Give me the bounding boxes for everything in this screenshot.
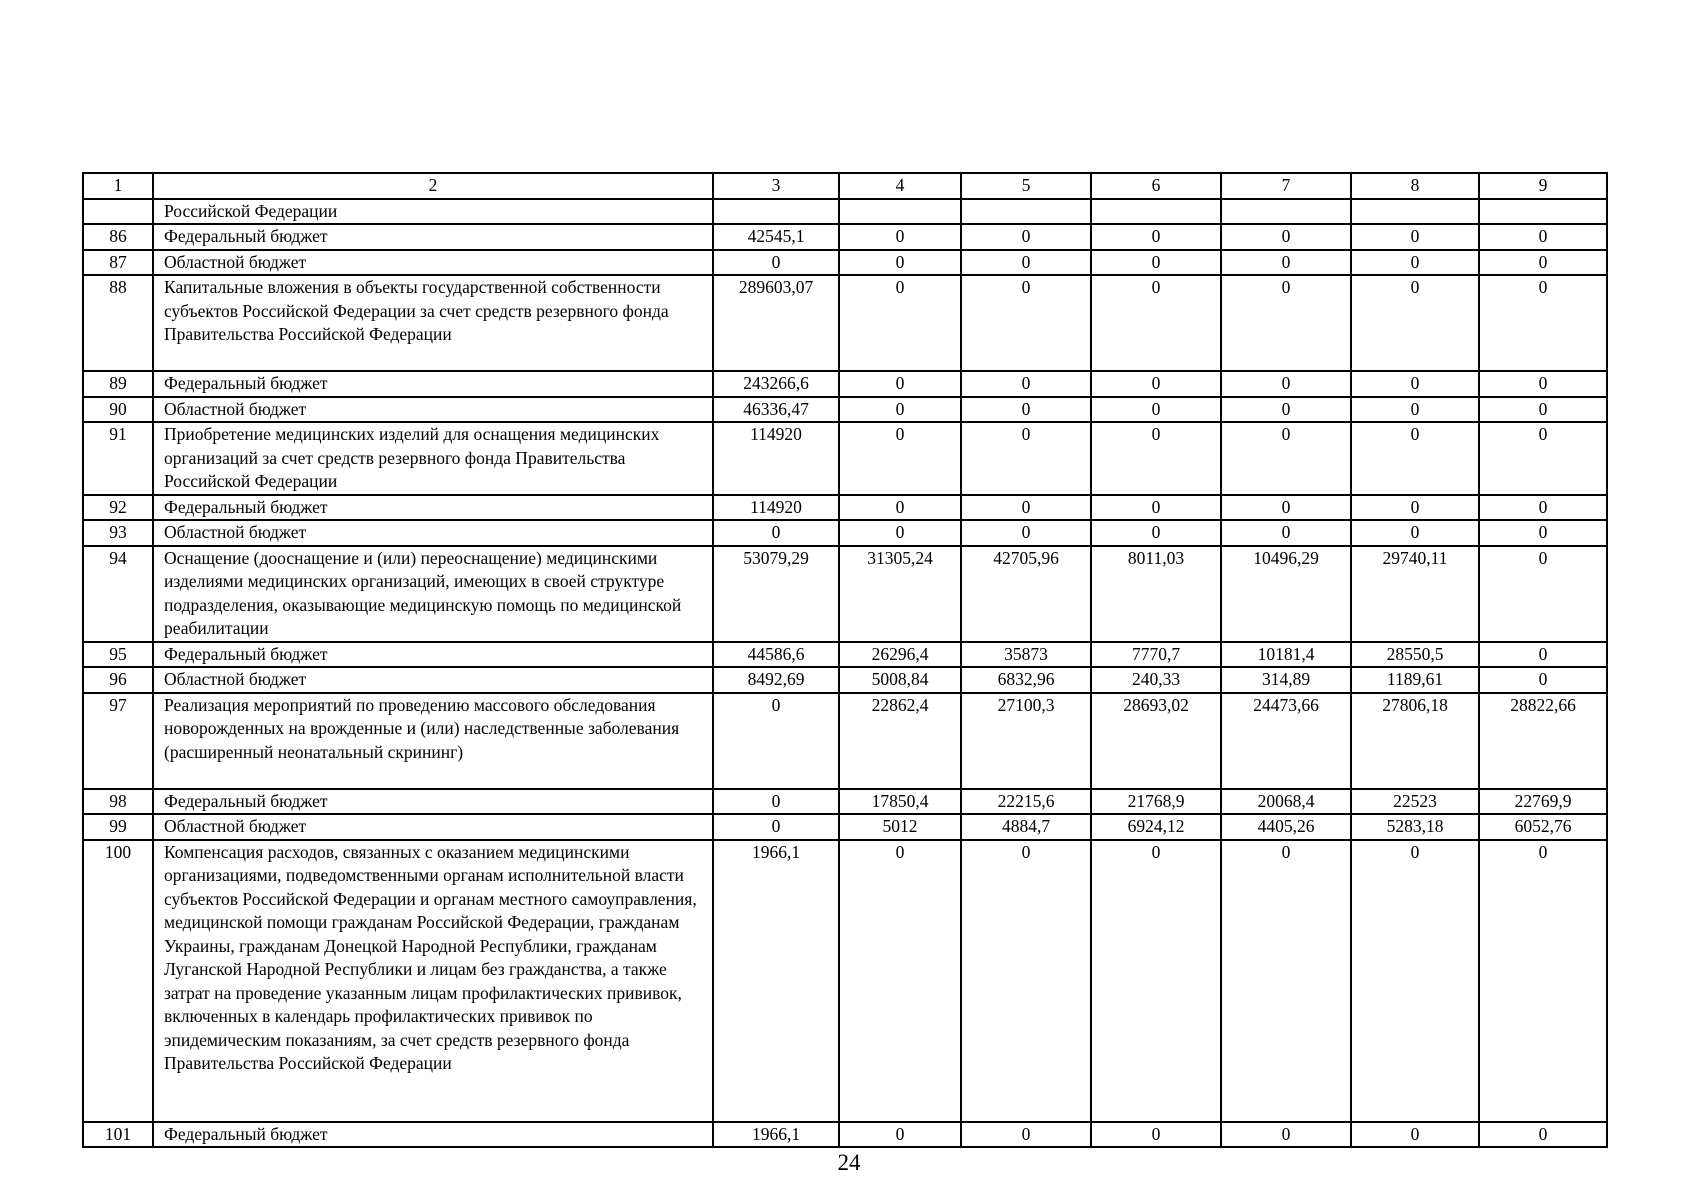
- value-col-8: 0: [1351, 422, 1479, 495]
- value-col-5: 0: [961, 840, 1091, 1122]
- value-col-5: 0: [961, 397, 1091, 423]
- value-col-9: 0: [1479, 840, 1607, 1122]
- value-col-3: 0: [713, 693, 839, 789]
- value-col-6: 0: [1091, 422, 1221, 495]
- row-number: 98: [83, 789, 153, 815]
- value-col-4: 22862,4: [839, 693, 961, 789]
- row-name: Областной бюджет: [153, 397, 713, 423]
- value-col-6: 0: [1091, 397, 1221, 423]
- value-col-9: 0: [1479, 667, 1607, 693]
- row-name: Областной бюджет: [153, 250, 713, 276]
- column-header-8: 8: [1351, 173, 1479, 199]
- value-col-3: 0: [713, 814, 839, 840]
- row-number: 97: [83, 693, 153, 789]
- table-body: [83, 173, 1607, 1147]
- value-col-5: 0: [961, 520, 1091, 546]
- table-row: [83, 1122, 1607, 1148]
- value-col-8: 5283,18: [1351, 814, 1479, 840]
- column-header-2: 2: [153, 173, 713, 199]
- table-row: [83, 422, 1607, 495]
- value-col-3: 46336,47: [713, 397, 839, 423]
- value-col-4: 0: [839, 371, 961, 397]
- table-row: [83, 371, 1607, 397]
- value-col-7: 0: [1221, 520, 1351, 546]
- value-col-8: 0: [1351, 250, 1479, 276]
- row-number: 90: [83, 397, 153, 423]
- value-col-4: 5008,84: [839, 667, 961, 693]
- row-number: 94: [83, 546, 153, 642]
- row-name: Федеральный бюджет: [153, 371, 713, 397]
- value-col-8: 0: [1351, 397, 1479, 423]
- value-col-9: 0: [1479, 642, 1607, 668]
- value-col-6: 240,33: [1091, 667, 1221, 693]
- row-name: Областной бюджет: [153, 814, 713, 840]
- value-col-9: 0: [1479, 371, 1607, 397]
- value-col-3: [713, 199, 839, 225]
- value-col-5: 0: [961, 250, 1091, 276]
- row-number: 87: [83, 250, 153, 276]
- value-col-4: 31305,24: [839, 546, 961, 642]
- table-row: [83, 693, 1607, 789]
- row-name: Федеральный бюджет: [153, 642, 713, 668]
- value-col-7: 0: [1221, 397, 1351, 423]
- value-col-4: 0: [839, 275, 961, 371]
- table-row: [83, 642, 1607, 668]
- value-col-8: 0: [1351, 840, 1479, 1122]
- row-number: 91: [83, 422, 153, 495]
- value-col-6: 6924,12: [1091, 814, 1221, 840]
- value-col-7: 0: [1221, 275, 1351, 371]
- value-col-3: 53079,29: [713, 546, 839, 642]
- value-col-7: 0: [1221, 840, 1351, 1122]
- value-col-7: 24473,66: [1221, 693, 1351, 789]
- value-col-4: 0: [839, 1122, 961, 1148]
- value-col-7: [1221, 199, 1351, 225]
- row-name: Капитальные вложения в объекты государственной собственности субъектов Российской Федерации за счет средств резервного фонда Правительства Российской Федерации: [153, 275, 713, 371]
- row-name: Компенсация расходов, связанных с оказанием медицинскими организациями, подведомственными органам исполнительной власти субъектов Российской Федерации и органам местного самоуправления, медицинской помощи гражданам Российской Федерации, гражданам Украины, гражданам Донецкой Народной Республики, гражданам Луганской Народной Республики и лицам без гражданства, а также затрат на проведение указанным лицам профилактических прививок, включенных в календарь профилактических прививок по эпидемическим показаниям, за счет средств резервного фонда Правительства Российской Федерации: [153, 840, 713, 1122]
- value-col-5: 42705,96: [961, 546, 1091, 642]
- row-name: Федеральный бюджет: [153, 224, 713, 250]
- value-col-4: 0: [839, 495, 961, 521]
- value-col-9: 0: [1479, 397, 1607, 423]
- value-col-9: 0: [1479, 546, 1607, 642]
- value-col-6: 7770,7: [1091, 642, 1221, 668]
- table-row: [83, 397, 1607, 423]
- value-col-9: 0: [1479, 224, 1607, 250]
- value-col-3: 114920: [713, 495, 839, 521]
- row-number: 88: [83, 275, 153, 371]
- value-col-9: 22769,9: [1479, 789, 1607, 815]
- value-col-5: 4884,7: [961, 814, 1091, 840]
- value-col-3: 8492,69: [713, 667, 839, 693]
- value-col-6: 0: [1091, 250, 1221, 276]
- row-number: 93: [83, 520, 153, 546]
- page-number: 24: [837, 1150, 861, 1175]
- table-row: [83, 224, 1607, 250]
- value-col-4: 26296,4: [839, 642, 961, 668]
- value-col-8: 29740,11: [1351, 546, 1479, 642]
- value-col-6: 8011,03: [1091, 546, 1221, 642]
- value-col-4: 0: [839, 840, 961, 1122]
- value-col-3: 289603,07: [713, 275, 839, 371]
- row-number: 100: [83, 840, 153, 1122]
- value-col-5: 22215,6: [961, 789, 1091, 815]
- row-number: 86: [83, 224, 153, 250]
- budget-table: [82, 172, 1608, 1148]
- row-name: Федеральный бюджет: [153, 1122, 713, 1148]
- value-col-7: 0: [1221, 250, 1351, 276]
- table-header-row: [83, 173, 1607, 199]
- column-header-6: 6: [1091, 173, 1221, 199]
- value-col-5: 0: [961, 224, 1091, 250]
- column-header-5: 5: [961, 173, 1091, 199]
- value-col-3: 114920: [713, 422, 839, 495]
- value-col-4: 0: [839, 520, 961, 546]
- row-number: 96: [83, 667, 153, 693]
- row-number: 101: [83, 1122, 153, 1148]
- table-row: [83, 546, 1607, 642]
- value-col-7: 10496,29: [1221, 546, 1351, 642]
- table-row: [83, 789, 1607, 815]
- value-col-8: 22523: [1351, 789, 1479, 815]
- value-col-7: 0: [1221, 224, 1351, 250]
- column-header-4: 4: [839, 173, 961, 199]
- table-row: [83, 840, 1607, 1122]
- table-row: [83, 250, 1607, 276]
- value-col-6: [1091, 199, 1221, 225]
- value-col-5: 0: [961, 422, 1091, 495]
- row-name: Российской Федерации: [153, 199, 713, 225]
- row-name: Оснащение (дооснащение и (или) переоснащение) медицинскими изделиями медицинских организаций, имеющих в своей структуре подразделения, оказывающие медицинскую помощь по медицинской реабилитации: [153, 546, 713, 642]
- value-col-9: 0: [1479, 250, 1607, 276]
- value-col-4: 0: [839, 250, 961, 276]
- value-col-9: 0: [1479, 1122, 1607, 1148]
- value-col-7: 0: [1221, 1122, 1351, 1148]
- value-col-7: 20068,4: [1221, 789, 1351, 815]
- value-col-8: 0: [1351, 275, 1479, 371]
- row-name: Федеральный бюджет: [153, 495, 713, 521]
- row-number: [83, 199, 153, 225]
- value-col-4: 0: [839, 422, 961, 495]
- value-col-5: 6832,96: [961, 667, 1091, 693]
- value-col-7: 4405,26: [1221, 814, 1351, 840]
- value-col-9: 28822,66: [1479, 693, 1607, 789]
- row-number: 89: [83, 371, 153, 397]
- value-col-3: 0: [713, 250, 839, 276]
- value-col-8: 27806,18: [1351, 693, 1479, 789]
- column-header-9: 9: [1479, 173, 1607, 199]
- table-row: [83, 495, 1607, 521]
- row-number: 95: [83, 642, 153, 668]
- value-col-5: [961, 199, 1091, 225]
- value-col-3: 243266,6: [713, 371, 839, 397]
- value-col-5: 35873: [961, 642, 1091, 668]
- value-col-8: [1351, 199, 1479, 225]
- value-col-8: 0: [1351, 520, 1479, 546]
- value-col-8: 0: [1351, 371, 1479, 397]
- column-header-3: 3: [713, 173, 839, 199]
- value-col-6: 0: [1091, 371, 1221, 397]
- row-name: Областной бюджет: [153, 520, 713, 546]
- value-col-4: 17850,4: [839, 789, 961, 815]
- value-col-4: 0: [839, 397, 961, 423]
- row-name: Приобретение медицинских изделий для оснащения медицинских организаций за счет средств резервного фонда Правительства Российской Федерации: [153, 422, 713, 495]
- column-header-7: 7: [1221, 173, 1351, 199]
- value-col-7: 314,89: [1221, 667, 1351, 693]
- value-col-6: 0: [1091, 1122, 1221, 1148]
- table-row: [83, 520, 1607, 546]
- row-name: Реализация мероприятий по проведению массового обследования новорожденных на врожденные и (или) наследственные заболевания (расширенный неонатальный скрининг): [153, 693, 713, 789]
- value-col-5: 0: [961, 275, 1091, 371]
- value-col-6: 21768,9: [1091, 789, 1221, 815]
- value-col-8: 0: [1351, 1122, 1479, 1148]
- table-row: [83, 275, 1607, 371]
- value-col-6: 0: [1091, 520, 1221, 546]
- value-col-3: 1966,1: [713, 840, 839, 1122]
- value-col-5: 0: [961, 1122, 1091, 1148]
- value-col-9: 0: [1479, 275, 1607, 371]
- value-col-4: [839, 199, 961, 225]
- value-col-5: 27100,3: [961, 693, 1091, 789]
- value-col-3: 42545,1: [713, 224, 839, 250]
- value-col-7: 10181,4: [1221, 642, 1351, 668]
- row-number: 92: [83, 495, 153, 521]
- value-col-9: 0: [1479, 422, 1607, 495]
- value-col-9: 0: [1479, 495, 1607, 521]
- table-row: [83, 667, 1607, 693]
- value-col-8: 28550,5: [1351, 642, 1479, 668]
- value-col-7: 0: [1221, 422, 1351, 495]
- value-col-6: 0: [1091, 275, 1221, 371]
- value-col-4: 0: [839, 224, 961, 250]
- value-col-9: [1479, 199, 1607, 225]
- value-col-6: 28693,02: [1091, 693, 1221, 789]
- value-col-5: 0: [961, 495, 1091, 521]
- value-col-3: 0: [713, 520, 839, 546]
- value-col-8: 0: [1351, 495, 1479, 521]
- row-name: Федеральный бюджет: [153, 789, 713, 815]
- row-name: Областной бюджет: [153, 667, 713, 693]
- value-col-8: 1189,61: [1351, 667, 1479, 693]
- row-number: 99: [83, 814, 153, 840]
- column-header-1: 1: [83, 173, 153, 199]
- value-col-6: 0: [1091, 495, 1221, 521]
- value-col-5: 0: [961, 371, 1091, 397]
- value-col-3: 44586,6: [713, 642, 839, 668]
- value-col-3: 1966,1: [713, 1122, 839, 1148]
- value-col-9: 6052,76: [1479, 814, 1607, 840]
- table-row: [83, 814, 1607, 840]
- value-col-4: 5012: [839, 814, 961, 840]
- value-col-6: 0: [1091, 224, 1221, 250]
- value-col-3: 0: [713, 789, 839, 815]
- value-col-8: 0: [1351, 224, 1479, 250]
- value-col-6: 0: [1091, 840, 1221, 1122]
- value-col-7: 0: [1221, 495, 1351, 521]
- value-col-9: 0: [1479, 520, 1607, 546]
- value-col-7: 0: [1221, 371, 1351, 397]
- table-row: [83, 199, 1607, 225]
